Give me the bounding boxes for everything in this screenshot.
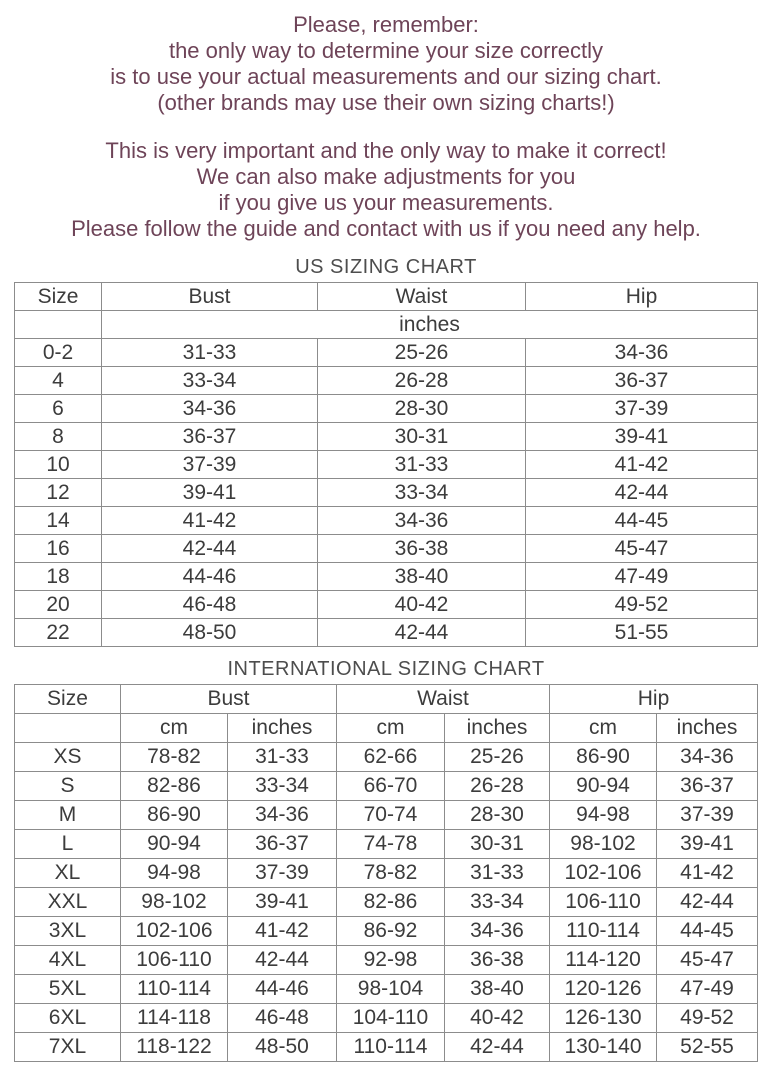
- table-cell: 114-120: [550, 946, 657, 975]
- intl-unit-row: [14, 714, 757, 743]
- table-cell: 4XL: [14, 946, 120, 975]
- table-cell: 94-98: [120, 859, 227, 888]
- table-row: [14, 1033, 757, 1062]
- table-cell: 34-36: [102, 395, 318, 423]
- intro-note: [0, 12, 772, 242]
- table-cell: 41-42: [102, 507, 318, 535]
- table-row: [14, 975, 757, 1004]
- table-row: [15, 339, 758, 367]
- intro-line: We can also make adjustments for you: [196, 164, 576, 189]
- table-cell: 66-70: [336, 772, 444, 801]
- table-cell: 44-45: [526, 507, 758, 535]
- table-row: [14, 743, 757, 772]
- table-cell: XL: [14, 859, 120, 888]
- table-cell: 31-33: [102, 339, 318, 367]
- table-cell: 110-114: [550, 917, 657, 946]
- table-cell: 40-42: [318, 591, 526, 619]
- us-col-bust: Bust: [102, 283, 318, 311]
- table-row: [15, 619, 758, 647]
- table-cell: 70-74: [336, 801, 444, 830]
- table-cell: 62-66: [336, 743, 444, 772]
- table-cell: 49-52: [526, 591, 758, 619]
- table-cell: 78-82: [336, 859, 444, 888]
- table-cell: 25-26: [318, 339, 526, 367]
- table-cell: 98-102: [550, 830, 657, 859]
- table-row: [15, 423, 758, 451]
- us-unit-label: inches: [102, 311, 758, 339]
- table-cell: 86-90: [120, 801, 227, 830]
- table-cell: 45-47: [657, 946, 758, 975]
- table-cell: 52-55: [657, 1033, 758, 1062]
- us-header-row: [15, 283, 758, 311]
- table-cell: 94-98: [550, 801, 657, 830]
- unit-label: inches: [227, 714, 336, 743]
- table-cell: 45-47: [526, 535, 758, 563]
- intro-line: (other brands may use their own sizing charts!): [157, 90, 615, 115]
- table-row: [15, 395, 758, 423]
- table-cell: 106-110: [120, 946, 227, 975]
- table-cell: 47-49: [657, 975, 758, 1004]
- table-cell: 0-2: [15, 339, 102, 367]
- table-cell: L: [14, 830, 120, 859]
- table-cell: 106-110: [550, 888, 657, 917]
- table-cell: 39-41: [526, 423, 758, 451]
- table-cell: 42-44: [318, 619, 526, 647]
- us-col-waist: Waist: [318, 283, 526, 311]
- unit-label: inches: [444, 714, 549, 743]
- table-row: [15, 591, 758, 619]
- table-cell: 42-44: [227, 946, 336, 975]
- us-unit-row: [15, 311, 758, 339]
- table-row: [14, 859, 757, 888]
- table-cell: 40-42: [444, 1004, 549, 1033]
- unit-label: cm: [120, 714, 227, 743]
- table-cell: 26-28: [444, 772, 549, 801]
- unit-label: cm: [336, 714, 444, 743]
- table-cell: 39-41: [227, 888, 336, 917]
- table-cell: XXL: [14, 888, 120, 917]
- intl-chart-title: INTERNATIONAL SIZING CHART: [227, 658, 545, 680]
- table-cell: 51-55: [526, 619, 758, 647]
- table-cell: 36-37: [227, 830, 336, 859]
- table-cell: 7XL: [14, 1033, 120, 1062]
- intro-line: the only way to determine your size correctly: [168, 38, 604, 63]
- table-cell: 36-37: [526, 367, 758, 395]
- table-cell: 44-46: [227, 975, 336, 1004]
- table-cell: XS: [14, 743, 120, 772]
- table-cell: 86-92: [336, 917, 444, 946]
- table-cell: 86-90: [550, 743, 657, 772]
- table-cell: 42-44: [444, 1033, 549, 1062]
- table-row: [14, 888, 757, 917]
- table-cell: 34-36: [526, 339, 758, 367]
- table-cell: 31-33: [318, 451, 526, 479]
- table-cell: 48-50: [102, 619, 318, 647]
- intro-line: is to use your actual measurements and our sizing chart.: [110, 64, 662, 89]
- table-cell: 98-102: [120, 888, 227, 917]
- table-cell: 26-28: [318, 367, 526, 395]
- table-cell: 120-126: [550, 975, 657, 1004]
- table-cell: 102-106: [120, 917, 227, 946]
- table-cell: 30-31: [444, 830, 549, 859]
- intl-col-hip: Hip: [550, 685, 758, 714]
- table-cell: 28-30: [318, 395, 526, 423]
- unit-label: inches: [657, 714, 758, 743]
- table-cell: 4: [15, 367, 102, 395]
- us-col-size: Size: [15, 283, 102, 311]
- table-cell: 28-30: [444, 801, 549, 830]
- table-cell: 14: [15, 507, 102, 535]
- intro-line: if you give us your measurements.: [218, 190, 554, 215]
- table-cell: 44-46: [102, 563, 318, 591]
- table-cell: 41-42: [657, 859, 758, 888]
- table-cell: 30-31: [318, 423, 526, 451]
- table-cell: 36-37: [657, 772, 758, 801]
- table-cell: 41-42: [227, 917, 336, 946]
- table-cell: 25-26: [444, 743, 549, 772]
- intro-line: Please follow the guide and contact with us if you need any help.: [71, 216, 701, 241]
- table-row: [15, 479, 758, 507]
- table-cell: 47-49: [526, 563, 758, 591]
- empty-cell: [15, 311, 102, 339]
- table-cell: 3XL: [14, 917, 120, 946]
- table-cell: S: [14, 772, 120, 801]
- table-cell: 90-94: [120, 830, 227, 859]
- table-cell: 36-38: [318, 535, 526, 563]
- table-cell: 37-39: [227, 859, 336, 888]
- table-row: [14, 1004, 757, 1033]
- table-cell: 90-94: [550, 772, 657, 801]
- table-cell: 10: [15, 451, 102, 479]
- table-cell: 102-106: [550, 859, 657, 888]
- us-chart-title: US SIZING CHART: [295, 256, 477, 278]
- table-cell: 114-118: [120, 1004, 227, 1033]
- table-row: [14, 830, 757, 859]
- table-row: [14, 772, 757, 801]
- us-sizing-table: [14, 282, 758, 647]
- us-col-hip: Hip: [526, 283, 758, 311]
- intl-col-waist: Waist: [336, 685, 549, 714]
- table-cell: 20: [15, 591, 102, 619]
- table-cell: 6XL: [14, 1004, 120, 1033]
- table-cell: 33-34: [102, 367, 318, 395]
- table-cell: M: [14, 801, 120, 830]
- table-cell: 48-50: [227, 1033, 336, 1062]
- table-cell: 74-78: [336, 830, 444, 859]
- table-cell: 46-48: [227, 1004, 336, 1033]
- table-cell: 118-122: [120, 1033, 227, 1062]
- table-cell: 42-44: [526, 479, 758, 507]
- table-cell: 33-34: [227, 772, 336, 801]
- table-cell: 33-34: [444, 888, 549, 917]
- table-cell: 78-82: [120, 743, 227, 772]
- table-cell: 39-41: [657, 830, 758, 859]
- table-cell: 37-39: [102, 451, 318, 479]
- intro-line: Please, remember:: [293, 12, 479, 37]
- table-cell: 12: [15, 479, 102, 507]
- table-cell: 130-140: [550, 1033, 657, 1062]
- table-cell: 49-52: [657, 1004, 758, 1033]
- table-cell: 110-114: [120, 975, 227, 1004]
- table-cell: 34-36: [444, 917, 549, 946]
- table-cell: 98-104: [336, 975, 444, 1004]
- table-cell: 6: [15, 395, 102, 423]
- table-cell: 42-44: [657, 888, 758, 917]
- table-cell: 110-114: [336, 1033, 444, 1062]
- table-cell: 8: [15, 423, 102, 451]
- table-cell: 38-40: [444, 975, 549, 1004]
- table-cell: 36-38: [444, 946, 549, 975]
- table-cell: 38-40: [318, 563, 526, 591]
- table-cell: 22: [15, 619, 102, 647]
- table-cell: 39-41: [102, 479, 318, 507]
- table-cell: 44-45: [657, 917, 758, 946]
- table-cell: 37-39: [526, 395, 758, 423]
- table-cell: 33-34: [318, 479, 526, 507]
- table-row: [14, 917, 757, 946]
- table-cell: 16: [15, 535, 102, 563]
- table-cell: 42-44: [102, 535, 318, 563]
- table-cell: 126-130: [550, 1004, 657, 1033]
- intl-col-size: Size: [14, 685, 120, 714]
- table-row: [15, 563, 758, 591]
- table-cell: 82-86: [336, 888, 444, 917]
- table-row: [15, 507, 758, 535]
- table-row: [15, 367, 758, 395]
- table-cell: 5XL: [14, 975, 120, 1004]
- table-row: [15, 535, 758, 563]
- intl-header-row: [14, 685, 757, 714]
- table-cell: 92-98: [336, 946, 444, 975]
- table-cell: 37-39: [657, 801, 758, 830]
- table-cell: 18: [15, 563, 102, 591]
- table-cell: 36-37: [102, 423, 318, 451]
- intl-sizing-table: [14, 684, 758, 1062]
- table-cell: 104-110: [336, 1004, 444, 1033]
- table-row: [14, 801, 757, 830]
- table-cell: 34-36: [227, 801, 336, 830]
- table-cell: 34-36: [318, 507, 526, 535]
- table-cell: 34-36: [657, 743, 758, 772]
- table-cell: 82-86: [120, 772, 227, 801]
- table-cell: 41-42: [526, 451, 758, 479]
- intro-line: This is very important and the only way to make it correct!: [105, 138, 667, 163]
- table-row: [15, 451, 758, 479]
- table-cell: 31-33: [227, 743, 336, 772]
- table-cell: 31-33: [444, 859, 549, 888]
- table-row: [14, 946, 757, 975]
- unit-label: cm: [550, 714, 657, 743]
- table-cell: 46-48: [102, 591, 318, 619]
- intl-col-bust: Bust: [120, 685, 336, 714]
- empty-cell: [14, 714, 120, 743]
